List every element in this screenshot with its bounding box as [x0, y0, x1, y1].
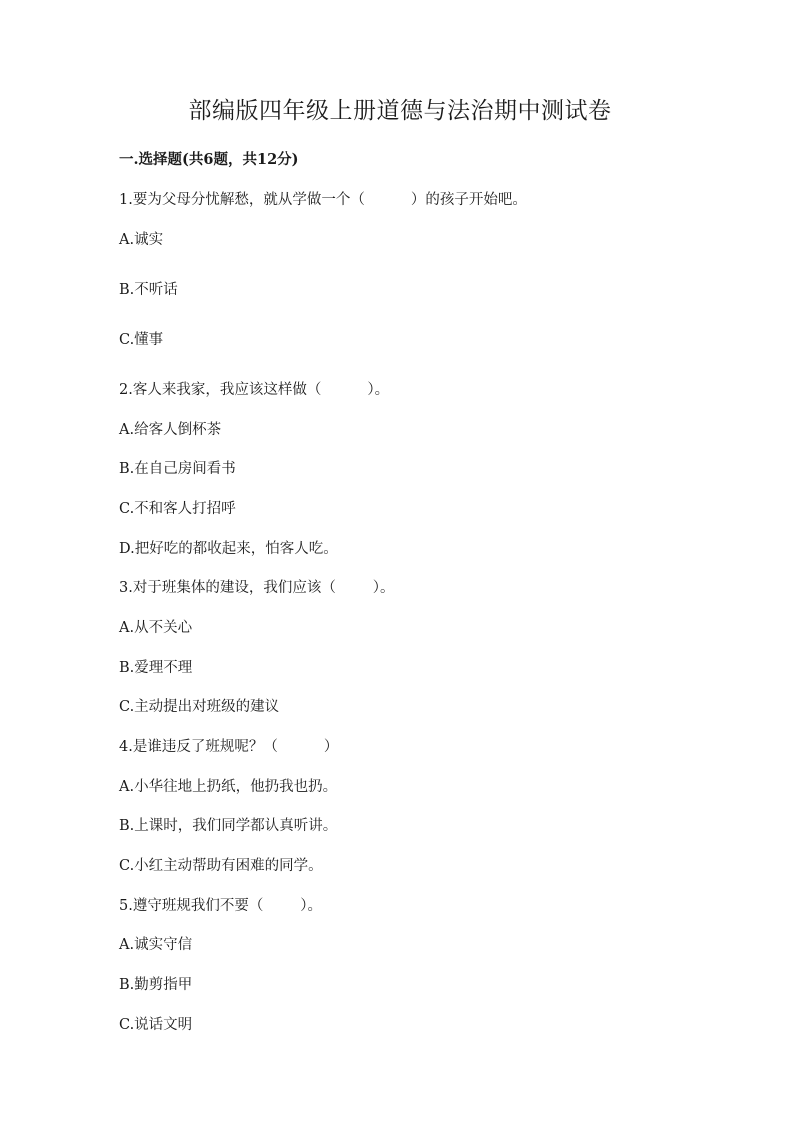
- question-5-option-b: B.勤剪指甲: [119, 977, 193, 993]
- section-heading: 一.选择题(共6题，共12分): [119, 151, 299, 168]
- question-2-option-c: C.不和客人打招呼: [119, 501, 236, 517]
- question-2-option-b: B.在自己房间看书: [119, 461, 236, 477]
- question-5-stem: 5.遵守班规我们不要（ ）。: [119, 898, 322, 914]
- question-1-option-b: B.不听话: [119, 282, 178, 298]
- question-3-option-a: A.从不关心: [119, 620, 193, 636]
- question-2-option-a: A.给客人倒杯茶: [119, 422, 222, 438]
- question-4-option-b: B.上课时，我们同学都认真听讲。: [119, 818, 338, 834]
- question-2-option-d: D.把好吃的都收起来，怕客人吃。: [119, 541, 338, 557]
- question-1-stem: 1.要为父母分忧解愁，就从学做一个（ ）的孩子开始吧。: [119, 192, 527, 208]
- question-1-option-c: C.懂事: [119, 332, 164, 348]
- question-3-option-b: B.爱理不理: [119, 660, 193, 676]
- question-4-option-a: A.小华往地上扔纸，他扔我也扔。: [119, 779, 338, 795]
- question-3-option-c: C.主动提出对班级的建议: [119, 699, 280, 715]
- page-title: 部编版四年级上册道德与法治期中测试卷: [188, 98, 612, 124]
- question-3-stem: 3.对于班集体的建设，我们应该（ ）。: [119, 580, 395, 596]
- question-5-option-c: C.说话文明: [119, 1017, 193, 1033]
- question-2-stem: 2.客人来我家，我应该这样做（ ）。: [119, 382, 390, 398]
- question-1-option-a: A.诚实: [119, 232, 164, 248]
- question-4-option-c: C.小红主动帮助有困难的同学。: [119, 858, 323, 874]
- question-5-option-a: A.诚实守信: [119, 937, 193, 953]
- question-4-stem: 4.是谁违反了班规呢？（ ）: [119, 739, 339, 755]
